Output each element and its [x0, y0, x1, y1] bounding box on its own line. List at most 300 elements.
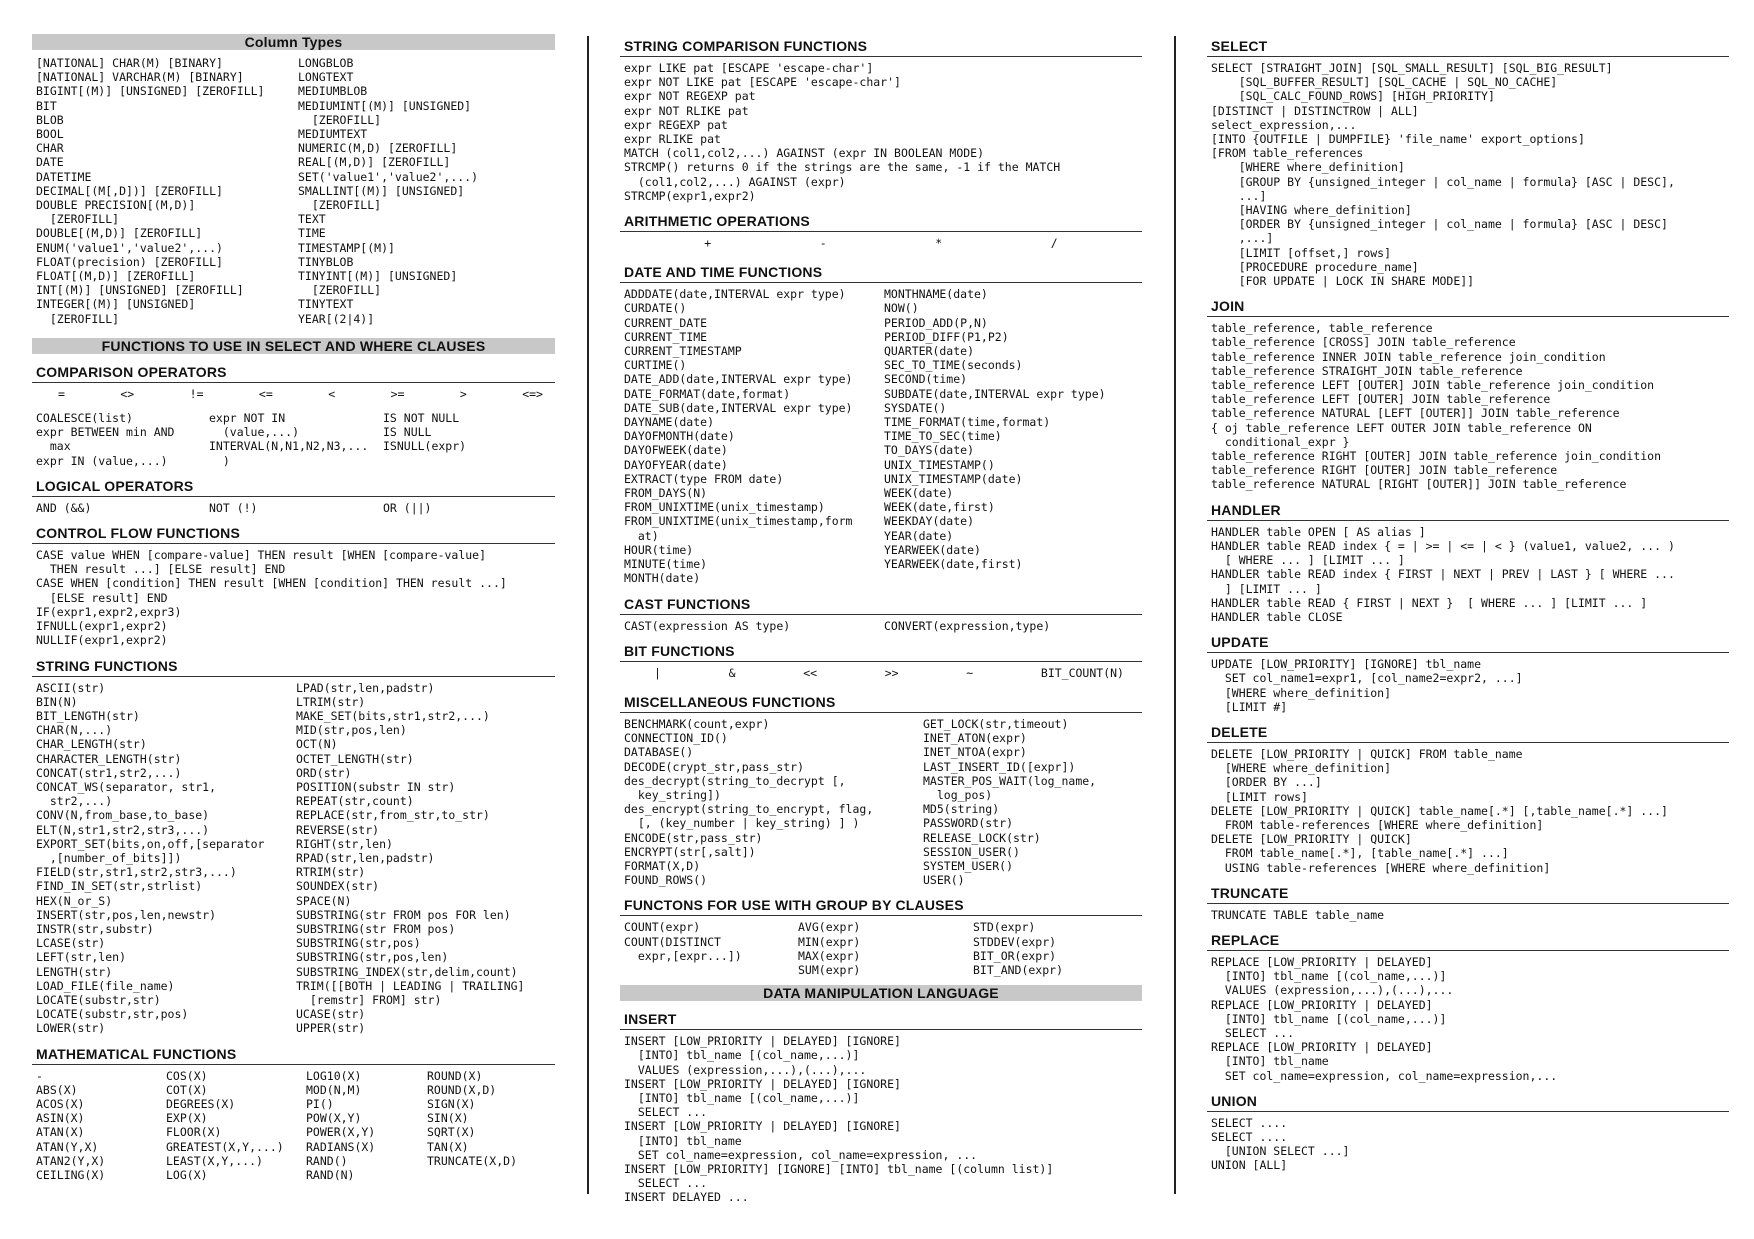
code-line: USING table-references [WHERE where_definition] — [1211, 860, 1551, 875]
code-line: SUBSTRING_INDEX(str,delim,count) — [296, 964, 518, 979]
misc-functions — [620, 717, 1142, 887]
code-line: DATABASE() — [624, 745, 694, 760]
code-line: FLOAT(precision) [ZEROFILL] — [36, 254, 223, 269]
code-line: ...] — [1211, 188, 1267, 203]
inline-item: ~ — [966, 665, 974, 680]
code-line: [INTO] tbl_name — [624, 1133, 742, 1148]
code-line: UNIX_TIMESTAMP(date) — [884, 471, 1023, 486]
misc-left — [624, 717, 923, 887]
code-line: [ZEROFILL] — [298, 198, 382, 213]
code-line: DELETE [LOW_PRIORITY | QUICK] — [1211, 832, 1412, 847]
code-line: REPLACE [LOW_PRIORITY | DELAYED] — [1211, 997, 1433, 1012]
code-line: STD(expr) — [973, 920, 1036, 935]
code-line: UCASE(str) — [296, 1007, 366, 1022]
union-syntax — [1207, 1116, 1729, 1173]
code-line: CURRENT_DATE — [624, 315, 708, 330]
code-line: TINYTEXT — [298, 297, 354, 312]
code-line: INTEGER[(M)] [UNSIGNED] — [36, 297, 196, 312]
code-line: TRIM([[BOTH | LEADING | TRAILING] — [296, 978, 525, 993]
code-line: HANDLER table CLOSE — [1211, 609, 1343, 624]
code-line: GET_LOCK(str,timeout) — [923, 716, 1069, 731]
code-line: [INTO] tbl_name [(col_name,...)] — [624, 1090, 860, 1105]
code-line: [INTO] tbl_name — [1211, 1054, 1329, 1069]
code-line: expr REGEXP pat — [624, 117, 728, 132]
code-line: select_expression,... — [1211, 117, 1357, 132]
code-line: [SQL_CALC_FOUND_ROWS] [HIGH_PRIORITY] — [1211, 89, 1495, 104]
column-types-left — [36, 56, 298, 326]
code-line: WEEK(date,first) — [884, 500, 995, 515]
code-line: table_reference RIGHT [OUTER] JOIN table_reference join_condition — [1211, 449, 1662, 464]
code-line: FROM_UNIXTIME(unix_timestamp,form — [624, 514, 853, 529]
code-line: ELT(N,str1,str2,str3,...) — [36, 822, 210, 837]
code-line: INSERT [LOW_PRIORITY | DELAYED] [IGNORE] — [624, 1034, 901, 1049]
code-line: OCT(N) — [296, 737, 338, 752]
code-line: SOUNDEX(str) — [296, 879, 380, 894]
code-line: TIME_FORMAT(time,format) — [884, 415, 1051, 430]
string-comparison-functions — [620, 61, 1142, 203]
code-line — [624, 963, 798, 977]
comparison-operator-row — [32, 387, 555, 401]
code-line: INSTR(str,substr) — [36, 921, 154, 936]
code-line: SET('value1','value2',...) — [298, 169, 479, 184]
code-line: TRUNCATE TABLE table_name — [1211, 907, 1385, 922]
code-line: GREATEST(X,Y,...) — [166, 1139, 284, 1154]
code-line: LCASE(str) — [36, 936, 106, 951]
code-line: expr BETWEEN min AND — [36, 425, 175, 440]
cast-functions — [620, 619, 1142, 633]
code-line: STDDEV(expr) — [973, 934, 1057, 949]
code-line: [SQL_BUFFER_RESULT] [SQL_CACHE | SQL_NO_CACHE] — [1211, 75, 1558, 90]
code-line: TIME_TO_SEC(time) — [884, 429, 1002, 444]
string-comparison-heading: STRING COMPARISON FUNCTIONS — [620, 34, 1142, 57]
inline-item: | — [654, 665, 661, 680]
code-line: REVERSE(str) — [296, 822, 380, 837]
code-line: [WHERE where_definition] — [1211, 685, 1392, 700]
code-line: [UNION SELECT ...] — [1211, 1144, 1350, 1159]
code-line: SET col_name1=expr1, [col_name2=expr2, ...] — [1211, 671, 1523, 686]
code-line: CURRENT_TIME — [624, 329, 708, 344]
inline-item: BIT_COUNT(N) — [1040, 665, 1124, 680]
code-line: SUBSTRING(str,pos) — [296, 936, 421, 951]
column-types-list — [32, 56, 555, 326]
code-line: BOOL — [36, 127, 64, 142]
code-line: ENCODE(str,pass_str) — [624, 830, 763, 845]
group-by-functions — [620, 920, 1142, 977]
handler-syntax — [1207, 525, 1729, 624]
code-line: COS(X) — [166, 1068, 208, 1083]
code-line: TAN(X) — [427, 1139, 469, 1154]
code-line: SMALLINT[(M)] [UNSIGNED] — [298, 183, 465, 198]
arithmetic-heading: ARITHMETIC OPERATIONS — [620, 209, 1142, 232]
code-line: REPEAT(str,count) — [296, 794, 414, 809]
code-line: PERIOD_ADD(P,N) — [884, 315, 988, 330]
code-line: EXPORT_SET(bits,on,off,[separator — [36, 836, 265, 851]
code-line: [, (key_number | key_string) ] ) — [624, 816, 860, 831]
code-line: expr NOT RLIKE pat — [624, 103, 749, 118]
code-line: key_string]) — [624, 787, 721, 802]
inline-item: <> — [120, 386, 135, 401]
code-line: ORD(str) — [296, 765, 352, 780]
code-line: MONTHNAME(date) — [884, 287, 988, 302]
code-line: LONGTEXT — [298, 70, 354, 85]
code-line: LAST_INSERT_ID([expr]) — [923, 759, 1076, 774]
code-line: str2,...) — [36, 794, 113, 809]
code-line: ADDDATE(date,INTERVAL expr type) — [624, 287, 846, 302]
math-col-2 — [166, 1069, 306, 1183]
code-line: LOG10(X) — [306, 1068, 362, 1083]
code-line: SELECT ... — [1211, 1025, 1295, 1040]
code-line: [GROUP BY {unsigned_integer | col_name | formula} [ASC | DESC], — [1211, 174, 1675, 189]
date-time-left — [624, 287, 884, 585]
inline-item: OR (||) — [383, 500, 432, 515]
logical-operators-heading: LOGICAL OPERATORS — [32, 474, 555, 497]
date-time-right — [884, 287, 1146, 585]
inline-item: / — [1050, 236, 1058, 251]
code-line: [INTO {OUTFILE | DUMPFILE} 'file_name' export_options] — [1211, 132, 1585, 147]
code-line: table_reference, table_reference — [1211, 321, 1433, 336]
logical-operators — [32, 501, 555, 515]
code-line: ENCRYPT(str[,salt]) — [624, 844, 756, 859]
code-line: DATE_SUB(date,INTERVAL expr type) — [624, 400, 853, 415]
code-line: des_encrypt(string_to_encrypt, flag, — [624, 802, 874, 817]
code-line: INSERT [LOW_PRIORITY | DELAYED] [IGNORE] — [624, 1076, 901, 1091]
code-line: FIELD(str,str1,str2,str3,...) — [36, 865, 237, 880]
code-line: HANDLER table READ { FIRST | NEXT } [ WHERE ... ] [LIMIT ... ] — [1211, 595, 1648, 610]
misc-right — [923, 717, 1146, 887]
code-line: [HAVING where_definition] — [1211, 203, 1412, 218]
code-line: table_reference RIGHT [OUTER] JOIN table_reference — [1211, 463, 1558, 478]
code-line: SYSTEM_USER() — [923, 858, 1014, 873]
code-line: CASE value WHEN [compare-value] THEN result [WHEN [compare-value] — [36, 548, 487, 563]
code-line: FROM table-references [WHERE where_definition] — [1211, 817, 1544, 832]
code-line: STRCMP() returns 0 if the strings are the same, -1 if the MATCH — [624, 160, 1061, 175]
code-line: expr IN (value,...) — [36, 453, 168, 468]
bit-operator-row — [620, 666, 1142, 680]
date-time-functions — [620, 287, 1142, 585]
string-functions-left — [36, 681, 296, 1036]
code-line: NOW() — [884, 301, 919, 316]
code-line: SIGN(X) — [427, 1096, 476, 1111]
code-line: MOD(N,M) — [306, 1082, 362, 1097]
code-line: ATAN(Y,X) — [36, 1139, 99, 1154]
code-line: POWER(X,Y) — [306, 1125, 376, 1140]
cast-functions-heading: CAST FUNCTIONS — [620, 592, 1142, 615]
code-line: table_reference NATURAL [RIGHT [OUTER]] JOIN table_reference — [1211, 477, 1627, 492]
code-line: DECODE(crypt_str,pass_str) — [624, 759, 805, 774]
inline-item: < — [328, 386, 336, 401]
code-line: TINYINT[(M)] [UNSIGNED] — [298, 269, 458, 284]
code-line: expr RLIKE pat — [624, 132, 721, 147]
dml-band-heading: DATA MANIPULATION LANGUAGE — [620, 985, 1142, 1001]
code-line: [ORDER BY {unsigned_integer | col_name | formula} [ASC | DESC] — [1211, 217, 1668, 232]
inline-item: >= — [390, 386, 405, 401]
code-line: [FOR UPDATE | LOCK IN SHARE MODE]] — [1211, 274, 1475, 289]
column-divider-2 — [1174, 36, 1176, 1194]
code-line: (value,...) — [209, 425, 300, 440]
code-line: NUMERIC(M,D) [ZEROFILL] — [298, 141, 458, 156]
code-line: REPLACE [LOW_PRIORITY | DELAYED] — [1211, 1040, 1433, 1055]
code-line: [LIMIT [offset,] rows] — [1211, 245, 1392, 260]
column-3 — [1207, 34, 1729, 1179]
code-line: table_reference NATURAL [LEFT [OUTER]] JOIN table_reference — [1211, 406, 1620, 421]
code-line: ROUND(X) — [427, 1068, 483, 1083]
code-line: UNION [ALL] — [1211, 1158, 1288, 1173]
code-line: [INTO] tbl_name [(col_name,...)] — [1211, 969, 1447, 984]
code-line: [PROCEDURE procedure_name] — [1211, 259, 1419, 274]
code-line: MINUTE(time) — [624, 557, 708, 572]
code-line: MID(str,pos,len) — [296, 723, 407, 738]
code-line: HOUR(time) — [624, 542, 694, 557]
code-line: REPLACE [LOW_PRIORITY | DELAYED] — [1211, 954, 1433, 969]
group-by-col-1 — [624, 920, 798, 977]
code-line: POW(X,Y) — [306, 1111, 362, 1126]
code-line: SYSDATE() — [884, 400, 947, 415]
code-line: LOCATE(substr,str) — [36, 992, 161, 1007]
code-line: [NATIONAL] CHAR(M) [BINARY] — [36, 56, 223, 70]
code-line: FLOOR(X) — [166, 1125, 222, 1140]
code-line: [ZEROFILL] — [298, 283, 382, 298]
code-line: CONV(N,from_base,to_base) — [36, 808, 210, 823]
code-line: PASSWORD(str) — [923, 816, 1014, 831]
math-functions — [32, 1069, 555, 1183]
code-line: UPPER(str) — [296, 1021, 366, 1036]
inline-item: << — [803, 665, 818, 680]
code-line: table_reference LEFT [OUTER] JOIN table_reference join_condition — [1211, 378, 1655, 393]
column-divider-1 — [587, 36, 589, 1194]
code-line: CHAR(N,...) — [36, 723, 113, 738]
code-line: REAL[(M,D)] [ZEROFILL] — [298, 155, 451, 170]
code-line: DATE_FORMAT(date,format) — [624, 386, 791, 401]
comparison-col-2 — [209, 411, 383, 468]
code-line: BIT_OR(expr) — [973, 948, 1057, 963]
control-flow-functions — [32, 548, 555, 647]
code-line: SET col_name=expression, col_name=expression, ... — [624, 1147, 978, 1162]
code-line: DAYNAME(date) — [624, 415, 715, 430]
code-line: SELECT .... — [1211, 1129, 1288, 1144]
code-line: [LIMIT rows] — [1211, 789, 1308, 804]
inline-item: CONVERT(expression,type) — [884, 618, 1051, 633]
inline-item: - — [819, 236, 827, 251]
code-line: CONNECTION_ID() — [624, 731, 728, 746]
code-line: [INTO] tbl_name [(col_name,...)] — [624, 1048, 860, 1063]
code-line: ] [LIMIT ... ] — [1211, 581, 1322, 596]
code-line: SPACE(N) — [296, 893, 352, 908]
math-col-4 — [427, 1069, 559, 1183]
code-line: table_reference [CROSS] JOIN table_reference — [1211, 335, 1516, 350]
code-line: MIN(expr) — [798, 934, 861, 949]
code-line: HANDLER table OPEN [ AS alias ] — [1211, 524, 1426, 539]
inline-item: != — [189, 386, 204, 401]
code-line: ,[number_of_bits]]) — [36, 850, 182, 865]
code-line: HANDLER table READ index { FIRST | NEXT | PREV | LAST } [ WHERE ... — [1211, 567, 1675, 582]
code-line: COT(X) — [166, 1082, 208, 1097]
code-line: EXP(X) — [166, 1111, 208, 1126]
code-line: [INTO] tbl_name [(col_name,...)] — [1211, 1011, 1447, 1026]
math-functions-heading: MATHEMATICAL FUNCTIONS — [32, 1042, 555, 1065]
math-col-3 — [306, 1069, 427, 1183]
inline-item: <= — [258, 386, 273, 401]
code-line: YEARWEEK(date) — [884, 542, 981, 557]
replace-heading: REPLACE — [1207, 928, 1729, 951]
code-line: MEDIUMBLOB — [298, 84, 368, 99]
code-line: CURTIME() — [624, 358, 687, 373]
code-line: RAND(N) — [306, 1168, 355, 1182]
code-line: MASTER_POS_WAIT(log_name, — [923, 773, 1097, 788]
code-line: DOUBLE PRECISION[(M,D)] — [36, 198, 196, 213]
code-line: BIGINT[(M)] [UNSIGNED] [ZEROFILL] — [36, 84, 265, 99]
code-line: INSERT [LOW_PRIORITY] [IGNORE] [INTO] tbl_name [(column list)] — [624, 1161, 1054, 1176]
code-line: BIT_AND(expr) — [973, 962, 1064, 977]
code-line: TRUNCATE(X,D) — [427, 1153, 518, 1168]
code-line: HANDLER table READ index { = | >= | <= | < } (value1, value2, ... ) — [1211, 538, 1675, 553]
arithmetic-operator-row — [620, 236, 1142, 250]
code-line: conditional_expr } — [1211, 434, 1350, 449]
code-line: RTRIM(str) — [296, 865, 366, 880]
column-types-right — [298, 56, 559, 326]
code-line: HEX(N_or_S) — [36, 893, 113, 908]
code-line: [remstr] FROM] str) — [296, 992, 442, 1007]
code-line: CASE WHEN [condition] THEN result [WHEN [condition] THEN result ...] — [36, 576, 507, 591]
code-line: CHAR_LENGTH(str) — [36, 737, 147, 752]
code-line: USER() — [923, 873, 965, 888]
code-line: CHAR — [36, 141, 64, 156]
inline-item: = — [58, 386, 65, 401]
code-line: DAYOFYEAR(date) — [624, 457, 728, 472]
code-line: RPAD(str,len,padstr) — [296, 850, 435, 865]
code-line — [884, 571, 1146, 585]
code-line: VALUES (expression,...),(...),... — [624, 1062, 867, 1077]
code-line: MAKE_SET(bits,str1,str2,...) — [296, 708, 490, 723]
code-line: DECIMAL[(M[,D])] [ZEROFILL] — [36, 183, 223, 198]
insert-syntax — [620, 1034, 1142, 1204]
code-line: TIME — [298, 226, 326, 241]
code-line: SECOND(time) — [884, 372, 968, 387]
truncate-heading: TRUNCATE — [1207, 881, 1729, 904]
code-line: ,...] — [1211, 231, 1274, 246]
code-line: [ELSE result] END — [36, 590, 168, 605]
code-line: expr NOT REGEXP pat — [624, 89, 756, 104]
code-line: CURDATE() — [624, 301, 687, 316]
code-line: TEXT — [298, 212, 326, 227]
code-line: SIN(X) — [427, 1111, 469, 1126]
code-line: expr NOT IN — [209, 411, 286, 426]
control-flow-heading: CONTROL FLOW FUNCTIONS — [32, 521, 555, 544]
inline-item: & — [728, 665, 736, 680]
group-by-col-2 — [798, 920, 973, 977]
code-line: CONCAT(str1,str2,...) — [36, 765, 182, 780]
code-line: [DISTINCT | DISTINCTROW | ALL] — [1211, 103, 1419, 118]
code-line: [ WHERE ... ] [LIMIT ... ] — [1211, 553, 1405, 568]
group-by-col-3 — [973, 920, 1146, 977]
code-line: YEARWEEK(date,first) — [884, 557, 1023, 572]
code-line: LONGBLOB — [298, 56, 354, 70]
code-line: table_reference STRAIGHT_JOIN table_reference — [1211, 363, 1523, 378]
code-line: DAYOFWEEK(date) — [624, 443, 728, 458]
code-line: SEC_TO_TIME(seconds) — [884, 358, 1023, 373]
code-line: MD5(string) — [923, 802, 1000, 817]
code-line: SELECT ... — [624, 1176, 708, 1191]
code-line: CEILING(X) — [36, 1168, 106, 1182]
code-line: [WHERE where_definition] — [1211, 160, 1405, 175]
comparison-col-1 — [36, 411, 209, 468]
code-line: YEAR[(2|4)] — [298, 311, 375, 326]
code-line: table_reference INNER JOIN table_reference join_condition — [1211, 349, 1606, 364]
code-line: UNIX_TIMESTAMP() — [884, 457, 995, 472]
code-line: INSERT DELAYED ... — [624, 1190, 749, 1205]
code-line: LPAD(str,len,padstr) — [296, 680, 435, 695]
inline-item: * — [935, 236, 943, 251]
code-line: YEAR(date) — [884, 528, 954, 543]
code-line: FROM table_name[.*], [table_name[.*] ...] — [1211, 846, 1509, 861]
insert-heading: INSERT — [620, 1007, 1142, 1030]
code-line: [NATIONAL] VARCHAR(M) [BINARY] — [36, 70, 244, 85]
code-line: DOUBLE[(M,D)] [ZEROFILL] — [36, 226, 203, 241]
code-line: DAYOFMONTH(date) — [624, 429, 735, 444]
code-line: expr NOT LIKE pat [ESCAPE 'escape-char'] — [624, 75, 901, 90]
code-line: PERIOD_DIFF(P1,P2) — [884, 329, 1009, 344]
update-heading: UPDATE — [1207, 630, 1729, 653]
code-line: MEDIUMTEXT — [298, 127, 368, 142]
code-line: POSITION(substr IN str) — [296, 779, 456, 794]
code-line: BIN(N) — [36, 694, 78, 709]
code-line: [WHERE where_definition] — [1211, 761, 1392, 776]
inline-item: + — [704, 236, 712, 251]
union-heading: UNION — [1207, 1089, 1729, 1112]
join-heading: JOIN — [1207, 294, 1729, 317]
code-line: ATAN2(Y,X) — [36, 1153, 106, 1168]
code-line: SUM(expr) — [798, 962, 861, 977]
select-syntax — [1207, 61, 1729, 288]
code-line: SET col_name=expression, col_name=expression,... — [1211, 1068, 1558, 1083]
group-by-heading: FUNCTONS FOR USE WITH GROUP BY CLAUSES — [620, 893, 1142, 916]
code-line: { oj table_reference LEFT OUTER JOIN table_reference ON — [1211, 420, 1592, 435]
code-line: THEN result ...] [ELSE result] END — [36, 562, 286, 577]
code-line: FROM_DAYS(N) — [624, 486, 708, 501]
code-line: STRCMP(expr1,expr2) — [624, 188, 756, 203]
code-line: PI() — [306, 1096, 334, 1111]
code-line: [ZEROFILL] — [36, 212, 120, 227]
update-syntax — [1207, 657, 1729, 714]
code-line: LTRIM(str) — [296, 694, 366, 709]
code-line: LEFT(str,len) — [36, 950, 127, 965]
code-line: TIMESTAMP[(M)] — [298, 240, 395, 255]
string-functions-right — [296, 681, 558, 1036]
code-line: [FROM table_references — [1211, 146, 1364, 161]
column-types-heading: Column Types — [32, 34, 555, 50]
code-line: [ZEROFILL] — [298, 112, 382, 127]
code-line: LOAD_FILE(file_name) — [36, 978, 175, 993]
code-line: EXTRACT(type FROM date) — [624, 471, 784, 486]
code-line: table_reference LEFT [OUTER] JOIN table_reference — [1211, 392, 1551, 407]
code-line: DELETE [LOW_PRIORITY | QUICK] FROM table_name — [1211, 746, 1523, 761]
code-line: INSERT [LOW_PRIORITY | DELAYED] [IGNORE] — [624, 1119, 901, 1134]
comparison-col-3 — [383, 411, 559, 468]
code-line: MONTH(date) — [624, 571, 701, 586]
code-line: LOCATE(substr,str,pos) — [36, 1007, 189, 1022]
code-line: IF(expr1,expr2,expr3) — [36, 604, 182, 619]
code-line: SELECT [STRAIGHT_JOIN] [SQL_SMALL_RESULT] [SQL_BIG_RESULT] — [1211, 61, 1613, 75]
code-line: DELETE [LOW_PRIORITY | QUICK] table_name[.*] [,table_name[.*] ...] — [1211, 803, 1668, 818]
code-line: TINYBLOB — [298, 254, 354, 269]
code-line: MAX(expr) — [798, 948, 861, 963]
inline-item: > — [459, 386, 467, 401]
code-line: IS NULL — [383, 425, 432, 440]
code-line: BIT_LENGTH(str) — [36, 708, 140, 723]
code-line: SQRT(X) — [427, 1125, 476, 1140]
code-line: - — [36, 1068, 43, 1083]
code-line: DATETIME — [36, 169, 92, 184]
code-line: CONCAT_WS(separator, str1, — [36, 779, 217, 794]
